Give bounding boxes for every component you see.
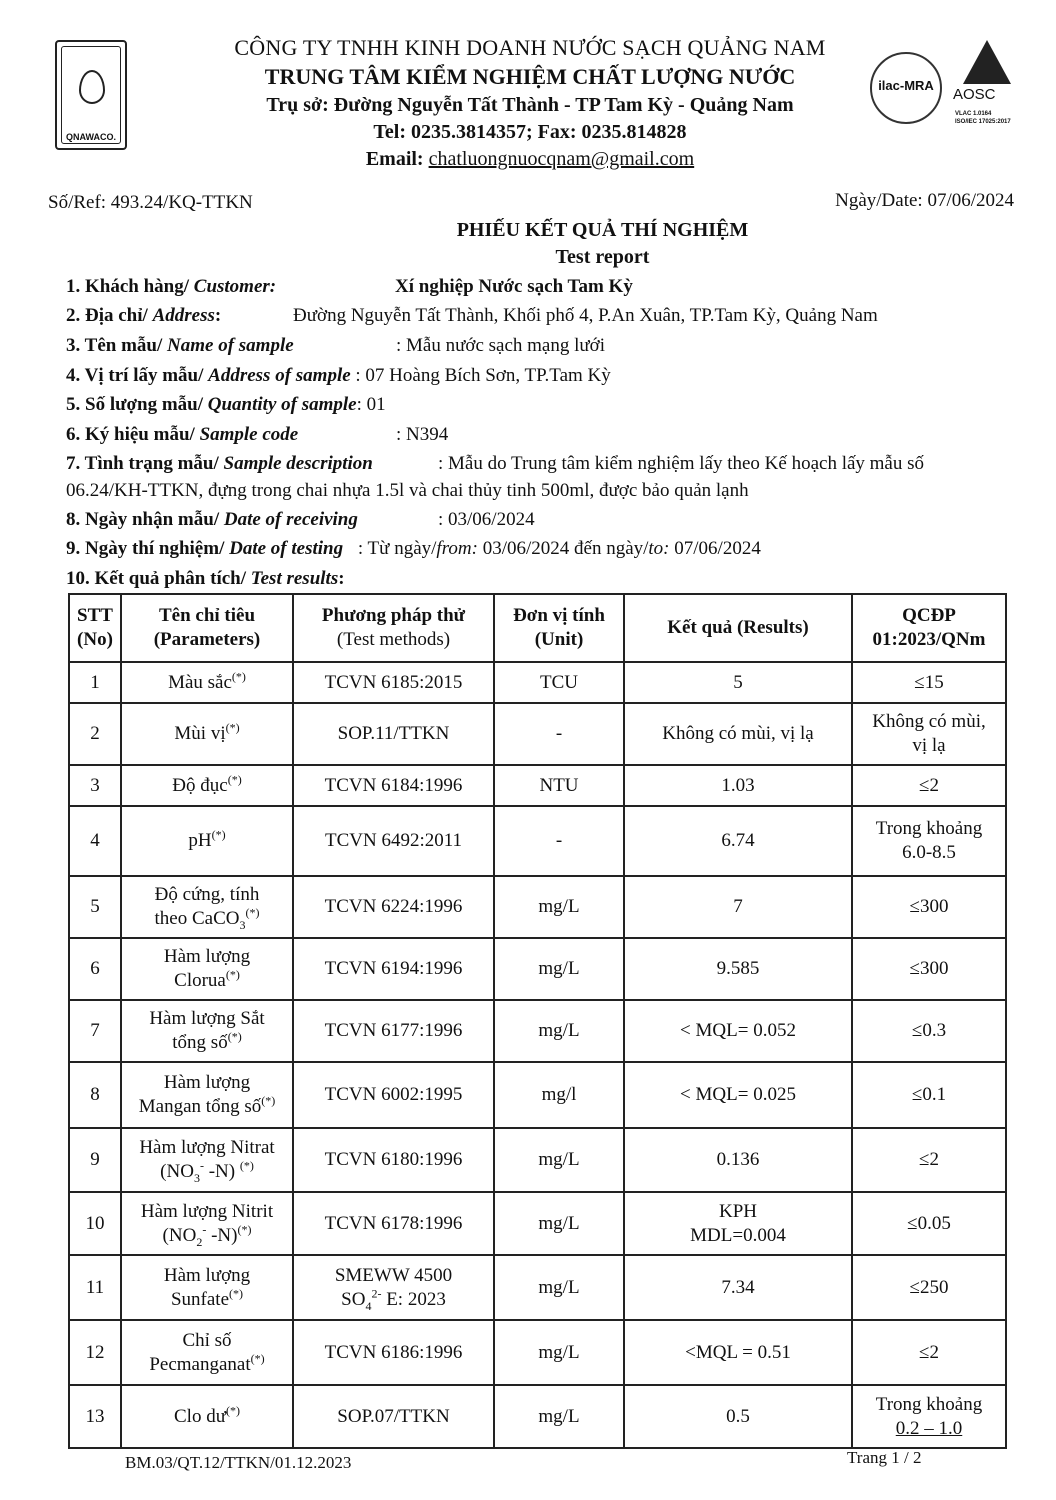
logo-text: QNAWACO. <box>65 132 116 142</box>
info-label: 4. Vị trí lấy mẫu/ <box>66 365 209 386</box>
cell-parameter: Chỉ số Pecmanganat(*) <box>121 1320 293 1385</box>
info-results-heading <box>66 568 345 590</box>
table-row <box>69 765 1006 806</box>
cell-result: 0.5 <box>624 1385 852 1448</box>
info-label: 5. Số lượng mẫu/ <box>66 394 208 415</box>
cell-parameter: Độ cứng, tính theo CaCO$_3$(*) <box>121 876 293 938</box>
info-value: : Từ ngày/ <box>357 538 437 559</box>
aosc-triangle-icon <box>963 40 1011 84</box>
table-row <box>69 1255 1006 1320</box>
report-title-block <box>0 217 1056 271</box>
cell-no: 2 <box>69 703 121 765</box>
info-label-en: Sample description <box>223 453 373 474</box>
info-value: : N394 <box>396 424 449 445</box>
cell-result: KPH MDL=0.004 <box>624 1192 852 1255</box>
cell-unit: mg/L <box>494 1000 624 1062</box>
info-testing <box>66 538 761 560</box>
info-name <box>66 335 606 357</box>
cell-method: TCVN 6194:1996 <box>293 938 494 1000</box>
info-label: 9. Ngày thí nghiệm/ <box>66 538 230 559</box>
water-drop-icon <box>79 70 105 104</box>
cell-parameter: Hàm lượng Nitrat ($NO_3^-$ -N) (*) <box>121 1128 293 1192</box>
cell-no: 8 <box>69 1062 121 1128</box>
company-logo <box>55 40 127 150</box>
cell-unit: mg/L <box>494 1320 624 1385</box>
cell-method: TCVN 6002:1995 <box>293 1062 494 1128</box>
cell-standard: ≤2 <box>852 765 1006 806</box>
cell-result: 1.03 <box>624 765 852 806</box>
info-value: : 07 Hoàng Bích Sơn, TP.Tam Kỳ <box>355 365 611 386</box>
info-label-en: Date of testing <box>229 538 344 559</box>
info-value-end: 07/06/2024 <box>669 538 761 559</box>
cell-method: TCVN 6186:1996 <box>293 1320 494 1385</box>
table-row <box>69 806 1006 876</box>
info-value-to: to: <box>648 538 670 559</box>
info-label: 8. Ngày nhận mẫu/ <box>66 509 224 530</box>
report-title: PHIẾU KẾT QUẢ THÍ NGHIỆM <box>456 219 749 241</box>
cell-parameter: Mùi vị(*) <box>121 703 293 765</box>
info-label-en: Quantity of sample <box>207 394 357 415</box>
cell-method: SOP.07/TTKN <box>293 1385 494 1448</box>
cell-standard: ≤250 <box>852 1255 1006 1320</box>
company-name: CÔNG TY TNHH KINH DOANH NƯỚC SẠCH QUẢNG NAM <box>234 35 826 60</box>
cell-parameter: pH(*) <box>121 806 293 876</box>
cell-unit: - <box>494 806 624 876</box>
cell-method: SOP.11/TTKN <box>293 703 494 765</box>
info-label: 3. Tên mẫu/ <box>66 335 168 356</box>
table-header-row <box>69 594 1006 662</box>
cell-unit: - <box>494 703 624 765</box>
header-method: Phương pháp thử (Test methods) <box>293 594 494 662</box>
cell-unit: mg/L <box>494 938 624 1000</box>
cell-result: 7 <box>624 876 852 938</box>
header-parameter: Tên chỉ tiêu (Parameters) <box>121 594 293 662</box>
cell-method: TCVN 6184:1996 <box>293 765 494 806</box>
email-link[interactable]: chatluongnuocqnam@gmail.com <box>428 148 695 170</box>
ilac-mra-logo <box>870 52 942 124</box>
cell-parameter: Màu sắc(*) <box>121 662 293 703</box>
cell-no: 9 <box>69 1128 121 1192</box>
header-standard: QCĐP 01:2023/QNm <box>852 594 1006 662</box>
cell-standard: Không có mùi, vị lạ <box>852 703 1006 765</box>
info-label: 1. Khách hàng/ <box>66 276 194 297</box>
info-label-en: Date of receiving <box>223 509 358 530</box>
report-date: Ngày/Date: 07/06/2024 <box>835 190 1014 211</box>
cell-result: 9.585 <box>624 938 852 1000</box>
aosc-code-1: VLAC 1.0164 <box>955 111 992 117</box>
cell-method: TCVN 6177:1996 <box>293 1000 494 1062</box>
cell-standard: ≤0.3 <box>852 1000 1006 1062</box>
cell-parameter: Độ đục(*) <box>121 765 293 806</box>
cell-unit: mg/L <box>494 1128 624 1192</box>
header-result: Kết quả (Results) <box>624 594 852 662</box>
cell-no: 1 <box>69 662 121 703</box>
table-row <box>69 662 1006 703</box>
cell-standard: Trong khoảng 6.0-8.5 <box>852 806 1006 876</box>
cell-no: 11 <box>69 1255 121 1320</box>
cell-standard: ≤0.1 <box>852 1062 1006 1128</box>
report-subtitle: Test report <box>555 246 650 268</box>
aosc-code-2: ISO/IEC 17025:2017 <box>955 119 1011 125</box>
info-label-en: Name of sample <box>167 335 294 356</box>
cell-standard: ≤2 <box>852 1128 1006 1192</box>
table-row <box>69 1128 1006 1192</box>
info-value-mid: 03/06/2024 đến ngày/ <box>477 538 649 559</box>
table-row <box>69 938 1006 1000</box>
info-label: 7. Tình trạng mẫu/ <box>66 453 224 474</box>
header-unit: Đơn vị tính (Unit) <box>494 594 624 662</box>
info-address: 2. Địa chỉ/ Address: Đường Nguyễn Tất Thành, Khối phố 4, P.An Xuân, TP.Tam Kỳ, Quảng Nam <box>66 305 878 326</box>
table-row <box>69 876 1006 938</box>
cell-result: 6.74 <box>624 806 852 876</box>
table-row <box>69 1385 1006 1448</box>
info-description-cont: 06.24/KH-TTKN, đựng trong chai nhựa 1.5l và chai thủy tinh 500ml, được bảo quản lạnh <box>66 480 749 501</box>
cell-result: 0.136 <box>624 1128 852 1192</box>
company-email-line <box>150 146 910 173</box>
info-value: Đường Nguyễn Tất Thành, Khối phố 4, P.An Xuân, TP.Tam Kỳ, Quảng Nam <box>293 305 878 326</box>
cell-no: 3 <box>69 765 121 806</box>
info-label-en: Sample code <box>199 424 299 445</box>
cell-parameter: Hàm lượng Clorua(*) <box>121 938 293 1000</box>
cell-result: 7.34 <box>624 1255 852 1320</box>
cell-no: 12 <box>69 1320 121 1385</box>
cell-unit: mg/l <box>494 1062 624 1128</box>
table-row <box>69 703 1006 765</box>
header-no: STT (No) <box>69 594 121 662</box>
info-label-en: Address of sample <box>208 365 351 386</box>
info-code <box>66 424 449 446</box>
info-quantity <box>66 394 386 416</box>
cell-no: 6 <box>69 938 121 1000</box>
cell-standard: Trong khoảng 0.2 – 1.0 <box>852 1385 1006 1448</box>
cell-unit: mg/L <box>494 1192 624 1255</box>
info-label-en: Customer: <box>193 276 277 297</box>
aosc-code <box>955 110 1011 126</box>
cell-parameter: Hàm lượng Nitrit ($NO_2^-$ -N)(*) <box>121 1192 293 1255</box>
aosc-text: AOSC <box>953 86 996 103</box>
company-address: Trụ sở: Đường Nguyễn Tất Thành - TP Tam Kỳ - Quảng Nam <box>266 94 794 116</box>
results-table <box>68 593 1007 1449</box>
info-description <box>66 453 925 475</box>
cell-no: 10 <box>69 1192 121 1255</box>
info-label-en: Address <box>152 305 215 326</box>
cell-result: <MQL = 0.51 <box>624 1320 852 1385</box>
cell-method: TCVN 6178:1996 <box>293 1192 494 1255</box>
cell-no: 5 <box>69 876 121 938</box>
ilac-text: ilac-MRA <box>878 78 934 93</box>
cell-method: TCVN 6224:1996 <box>293 876 494 938</box>
cell-standard: ≤15 <box>852 662 1006 703</box>
info-value-from: from: <box>436 538 478 559</box>
info-value: Xí nghiệp Nước sạch Tam Kỳ <box>395 276 633 297</box>
info-label: 2. Địa chỉ/ <box>66 305 153 326</box>
info-label-en: Test results <box>250 568 339 589</box>
table-row <box>69 1320 1006 1385</box>
cell-unit: NTU <box>494 765 624 806</box>
cell-parameter: Hàm lượng Mangan tổng số(*) <box>121 1062 293 1128</box>
aosc-logo <box>945 40 1035 135</box>
cell-no: 13 <box>69 1385 121 1448</box>
info-value: : Mẫu nước sạch mạng lưới <box>396 335 606 356</box>
center-name: TRUNG TÂM KIỂM NGHIỆM CHẤT LƯỢNG NƯỚC <box>264 64 796 89</box>
cell-parameter: Hàm lượng Sunfate(*) <box>121 1255 293 1320</box>
info-label: 6. Ký hiệu mẫu/ <box>66 424 200 445</box>
cell-parameter: Clo dư(*) <box>121 1385 293 1448</box>
cell-unit: mg/L <box>494 1255 624 1320</box>
cell-unit: mg/L <box>494 876 624 938</box>
info-customer <box>66 276 633 298</box>
cell-result: < MQL= 0.025 <box>624 1062 852 1128</box>
cell-standard: ≤0.05 <box>852 1192 1006 1255</box>
cell-unit: TCU <box>494 662 624 703</box>
cell-method: TCVN 6185:2015 <box>293 662 494 703</box>
info-location <box>66 365 611 387</box>
form-code: BM.03/QT.12/TTKN/01.12.2023 <box>125 1453 352 1472</box>
cell-no: 4 <box>69 806 121 876</box>
cell-standard: ≤2 <box>852 1320 1006 1385</box>
info-label: 10. Kết quả phân tích/ <box>66 568 251 589</box>
reference-number: Số/Ref: 493.24/KQ-TTKN <box>48 192 253 213</box>
cell-method: TCVN 6180:1996 <box>293 1128 494 1192</box>
letterhead <box>150 33 910 173</box>
cell-method: SMEWW 4500 $SO_4^{2-}$ E: 2023 <box>293 1255 494 1320</box>
cell-result: < MQL= 0.052 <box>624 1000 852 1062</box>
info-receiving <box>66 509 535 531</box>
info-value: : 03/06/2024 <box>438 509 535 530</box>
cell-unit: mg/L <box>494 1385 624 1448</box>
page-number: Trang 1 / 2 <box>847 1448 922 1467</box>
info-colon: : <box>338 568 345 589</box>
cell-parameter: Hàm lượng Sắt tổng số(*) <box>121 1000 293 1062</box>
email-label: Email: <box>365 148 429 170</box>
cell-standard: ≤300 <box>852 938 1006 1000</box>
cell-result: Không có mùi, vị lạ <box>624 703 852 765</box>
info-value: : 01 <box>356 394 386 415</box>
cell-standard: ≤300 <box>852 876 1006 938</box>
table-row <box>69 1000 1006 1062</box>
table-row <box>69 1192 1006 1255</box>
company-phone: Tel: 0235.3814357; Fax: 0235.814828 <box>373 121 687 143</box>
info-value: : Mẫu do Trung tâm kiểm nghiệm lấy theo Kế hoạch lấy mẫu số <box>438 453 925 474</box>
cell-result: 5 <box>624 662 852 703</box>
table-row <box>69 1062 1006 1128</box>
cell-method: TCVN 6492:2011 <box>293 806 494 876</box>
cell-no: 7 <box>69 1000 121 1062</box>
